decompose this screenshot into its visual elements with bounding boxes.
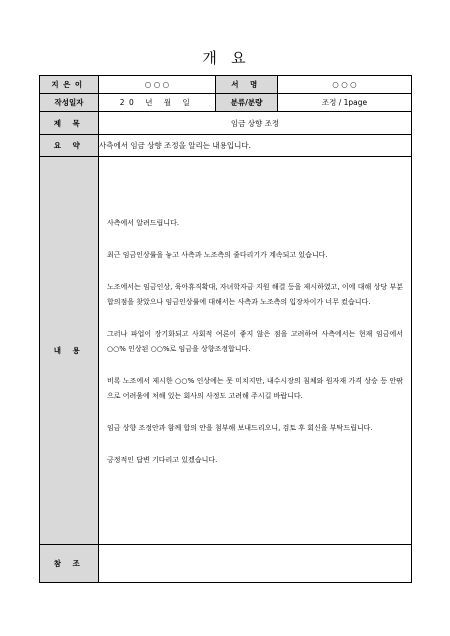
- summary-row: [40, 135, 412, 157]
- reference-row: [40, 545, 412, 583]
- content-paragraph-4: 그러나 파업이 장기화되고 사회적 여론이 좋지 않은 점을 고려하여 사측에서는 현재 임금에서 ○○% 인상된 ○○%로 임금을 상향조정합니다.: [107, 330, 403, 353]
- category-label: 분류/분량: [216, 94, 278, 112]
- content-label: 내 용: [40, 157, 99, 545]
- date-label: 작성일자: [40, 94, 99, 112]
- subject-value: 임금 상향 조정: [99, 112, 412, 135]
- document-title-char-1: 개: [202, 49, 219, 67]
- signature-value: ○ ○ ○: [278, 76, 412, 94]
- author-label: 지은이: [40, 76, 99, 94]
- subject-row: [40, 112, 412, 135]
- content-paragraph-3: 노조에서는 임금인상, 육아휴직확대, 자녀학자금 지원 해결 등을 제시하였고, 이에 대해 상당 부분 합의점을 찾았으나 임금인상률에 대해서는 사측과 노조측의 입장차이가 너무 컸습니다.: [107, 283, 403, 306]
- date-value: 20 년 월 일: [99, 94, 216, 112]
- content-paragraph-6: 임금 상향 조정안과 함께 합의 안을 첨부해 보내드리오니, 검토 후 회신을 부탁드립니다.: [107, 424, 373, 432]
- subject-label: 제 목: [40, 112, 99, 135]
- category-value: 조정 / 1page: [278, 94, 412, 112]
- content-body: [99, 157, 412, 545]
- signature-label: 서 명: [216, 76, 278, 94]
- reference-value: [99, 545, 412, 583]
- author-value: ○ ○ ○: [99, 76, 216, 94]
- content-row: [40, 157, 412, 545]
- date-row: [40, 94, 412, 112]
- content-paragraph-5: 비록 노조에서 제시한 ○○% 인상에는 못 미치지만, 내수시장의 침체와 원자재 가격 상승 등 안팎으로 어려움에 처해 있는 회사의 사정도 고려해 주시길 바랍니다.: [107, 377, 403, 400]
- content-paragraph-1: 사측에서 알려드립니다.: [107, 219, 180, 227]
- content-paragraph-2: 최근 임금인상률을 놓고 사측과 노조측의 줄다리기가 계속되고 있습니다.: [107, 251, 328, 259]
- reference-label: 참 조: [40, 545, 99, 583]
- author-row: [40, 76, 412, 94]
- content-paragraph-7: 긍정적인 답변 기다리고 있겠습니다.: [107, 456, 218, 464]
- document-form-table: [39, 75, 412, 583]
- document-title: [0, 47, 450, 68]
- summary-value: 사측에서 임금 상향 조정을 알리는 내용입니다.: [99, 135, 412, 157]
- summary-label: 요 약: [40, 135, 99, 157]
- document-title-char-2: 요: [231, 49, 248, 67]
